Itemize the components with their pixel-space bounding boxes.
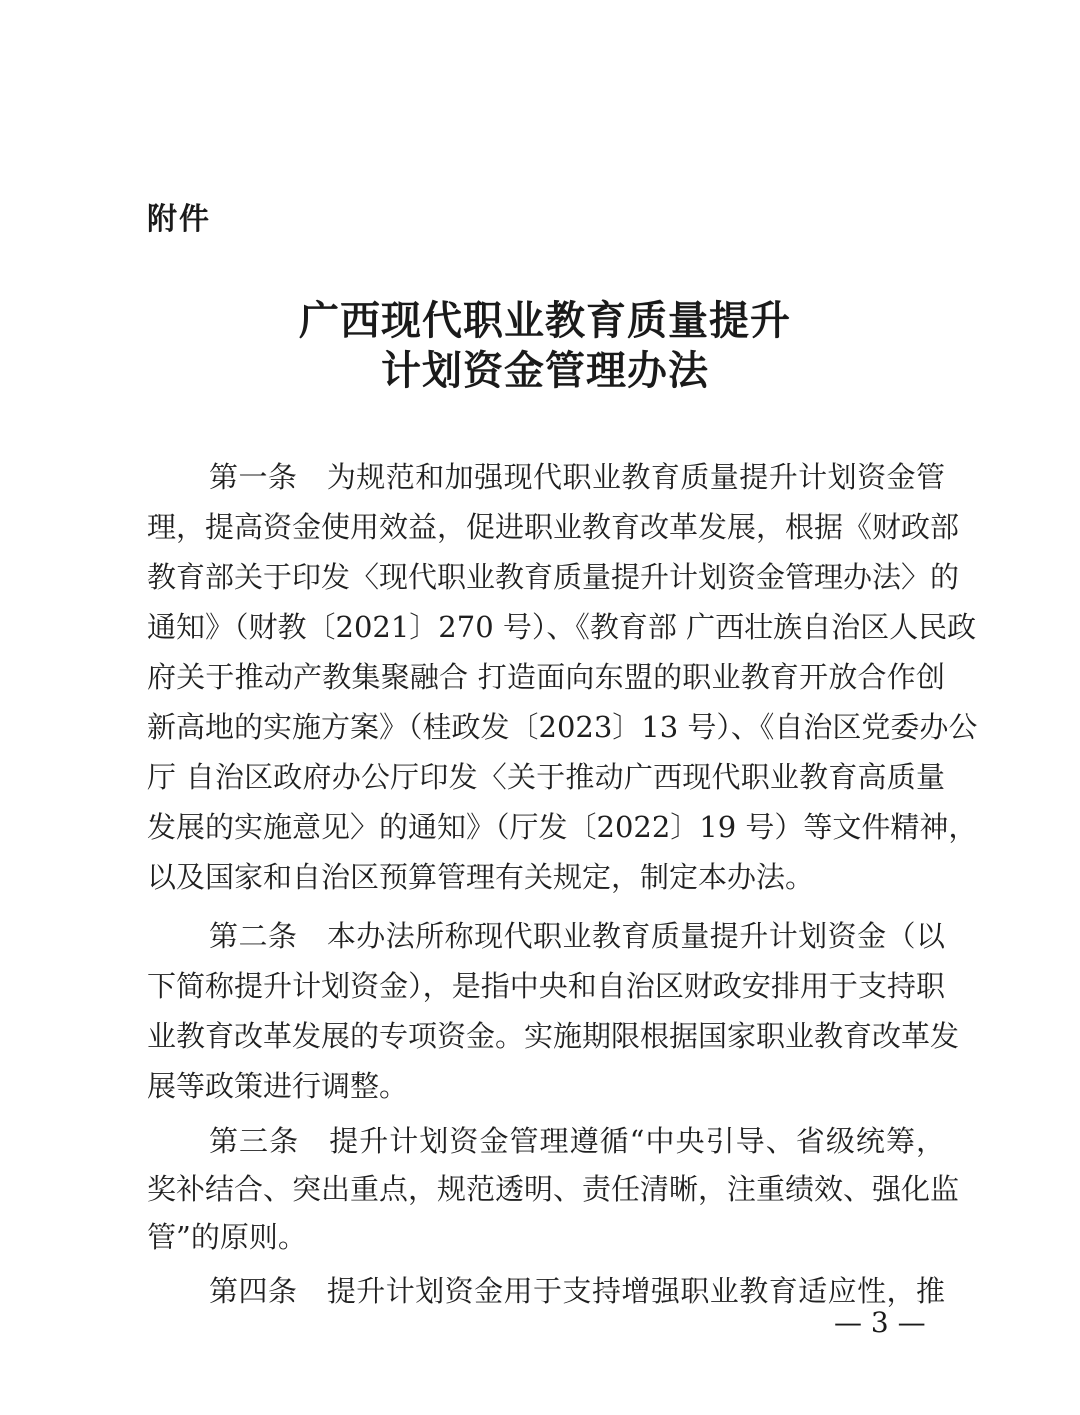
- page-number: — 3 —: [834, 1306, 926, 1339]
- article-1-line-7: 厅 自治区政府办公厅印发〈关于推动广西现代职业教育高质量: [147, 760, 945, 794]
- article-3-line-2: 奖补结合、突出重点，规范透明、责任清晰，注重绩效、强化监: [147, 1172, 960, 1206]
- article-1-line-2: 理，提高资金使用效益，促进职业教育改革发展，根据《财政部: [147, 510, 960, 544]
- article-2-line-2: 下简称提升计划资金），是指中央和自治区财政安排用于支持职: [147, 969, 945, 1003]
- attachment-label: 附件: [147, 202, 211, 237]
- article-1-line-4: 通知》（财教〔2021〕270 号）、《教育部 广西壮族自治区人民政: [147, 610, 977, 644]
- article-1-line-1: 第一条 为规范和加强现代职业教育质量提升计划资金管: [209, 460, 945, 494]
- title-line-1: 广西现代职业教育质量提升: [299, 297, 791, 344]
- article-1-line-8: 发展的实施意见〉的通知》（厅发〔2022〕19 号）等文件精神，: [147, 810, 978, 844]
- article-2-line-1: 第二条 本办法所称现代职业教育质量提升计划资金（以: [209, 919, 945, 953]
- article-2-line-3: 业教育改革发展的专项资金。实施期限根据国家职业教育改革发: [147, 1019, 960, 1053]
- article-4-line-1: 第四条 提升计划资金用于支持增强职业教育适应性，推: [209, 1274, 945, 1308]
- title-line-2: 计划资金管理办法: [381, 347, 709, 394]
- article-1-line-3: 教育部关于印发〈现代职业教育质量提升计划资金管理办法〉的: [147, 560, 960, 594]
- article-2-line-4: 展等政策进行调整。: [147, 1069, 409, 1103]
- article-3-line-3: 管”的原则。: [147, 1220, 307, 1254]
- article-1-line-6: 新高地的实施方案》（桂政发〔2023〕13 号）、《自治区党委办公: [147, 710, 978, 744]
- article-1-line-9: 以及国家和自治区预算管理有关规定，制定本办法。: [147, 860, 815, 894]
- article-1-line-5: 府关于推动产教集聚融合 打造面向东盟的职业教育开放合作创: [147, 660, 945, 694]
- article-3-line-1: 第三条 提升计划资金管理遵循“中央引导、省级统筹，: [209, 1124, 945, 1158]
